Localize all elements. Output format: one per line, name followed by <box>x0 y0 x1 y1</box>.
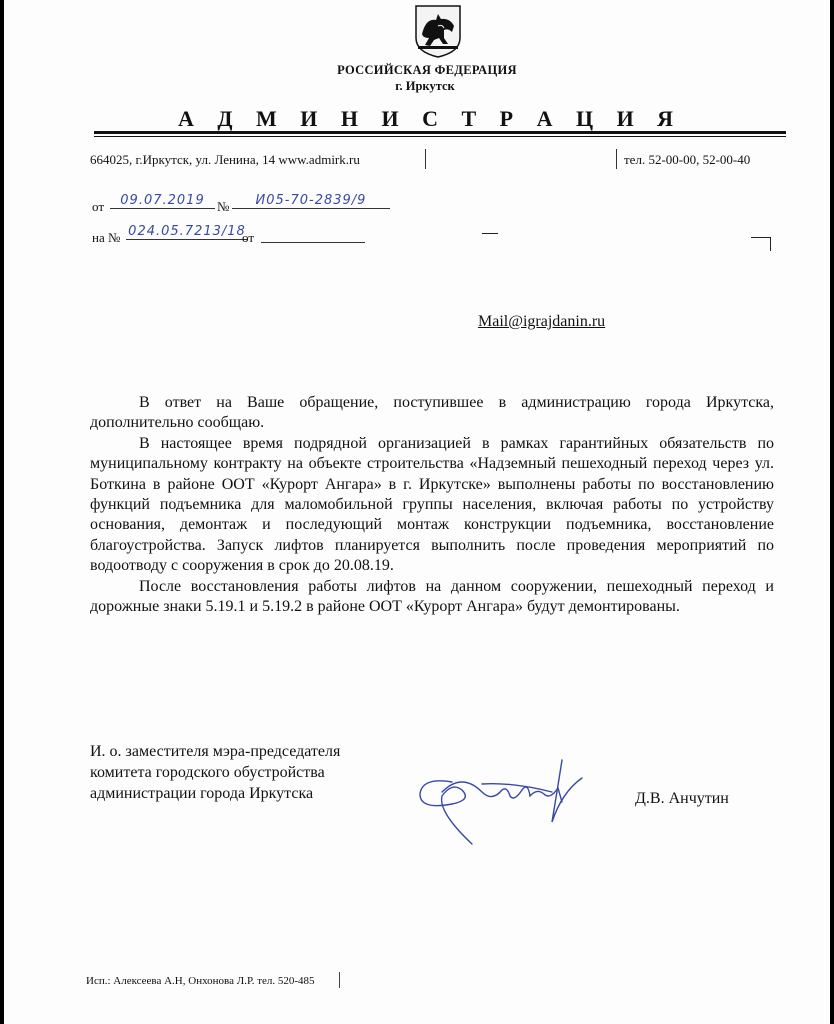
letter-body <box>90 393 774 617</box>
coat-of-arms-icon <box>408 4 468 58</box>
outgoing-number: И05-70-2839/9 <box>232 193 390 209</box>
city-name: г. Иркутск <box>395 79 455 93</box>
body-paragraph: В настоящее время подрядной организацией в рамках гарантийных обязательств по муниципальному контракту на объекте строительства «Надземный пешеходный переход через ул. Боткина в районе ООТ «Курорт Ангара» в г. Иркутске» выполнены работы по восстановлению функций подъемника для маломобильной группы населения, включая работы по устройству основания, демонтаж и последующий монтаж конструкции подъемника, восстановление благоустройства. Запуск лифтов планируется выполнить после проведения мероприятий по водоотводу с сооружения в срок до 20.08.19. <box>90 434 774 575</box>
signer-title-line: И. о. заместителя мэра-председателя <box>90 743 341 760</box>
phone-line: тел. 52-00-00, 52-00-40 <box>624 152 751 167</box>
address-corner-mark-vertical <box>770 237 771 251</box>
header-rule-thin <box>94 136 786 137</box>
reply-date-blank <box>261 228 365 243</box>
number-prefix: № <box>217 199 230 214</box>
handwritten-signature <box>412 752 612 852</box>
recipient-dash <box>482 233 498 234</box>
body-paragraph: После восстановления работы лифтов на данном сооружении, пешеходный переход и дорожные знаки 5.19.1 и 5.19.2 в районе ООТ «Курорт Ангара» будут демонтированы. <box>90 577 774 616</box>
body-paragraph: В ответ на Ваше обращение, поступившее в администрацию города Иркутска, дополнительно сообщаю. <box>90 394 774 432</box>
date-prefix: от <box>92 199 105 214</box>
header-rule-thick <box>94 131 786 134</box>
signer-title-line: комитета городского обустройства <box>90 764 325 781</box>
organization-title: А Д М И Н И С Т Р А Ц И Я <box>177 106 683 131</box>
address-line: 664025, г.Иркутск, ул. Ленина, 14 www.admirk.ru <box>90 152 360 167</box>
address-corner-mark <box>751 237 771 238</box>
signer-name: Д.В. Анчутин <box>635 790 729 807</box>
reply-number: 024.05.7213/18 <box>126 224 248 240</box>
reply-date-prefix: от <box>242 230 255 245</box>
executor-divider <box>339 972 340 988</box>
letter-page <box>4 0 830 1024</box>
address-divider <box>425 149 426 169</box>
reply-prefix: на № <box>92 230 121 245</box>
country-name: РОССИЙСКАЯ ФЕДЕРАЦИЯ <box>337 63 517 77</box>
recipient-email: Mail@igrajdanin.ru <box>478 313 606 330</box>
signer-title-line: администрации города Иркутска <box>90 785 314 802</box>
signer-title <box>90 741 340 804</box>
phone-divider <box>616 149 617 169</box>
executor-line: Исп.: Алексеева А.Н, Онхонова Л.Р. тел. 520-485 <box>86 975 315 987</box>
outgoing-date: 09.07.2019 <box>110 193 215 209</box>
